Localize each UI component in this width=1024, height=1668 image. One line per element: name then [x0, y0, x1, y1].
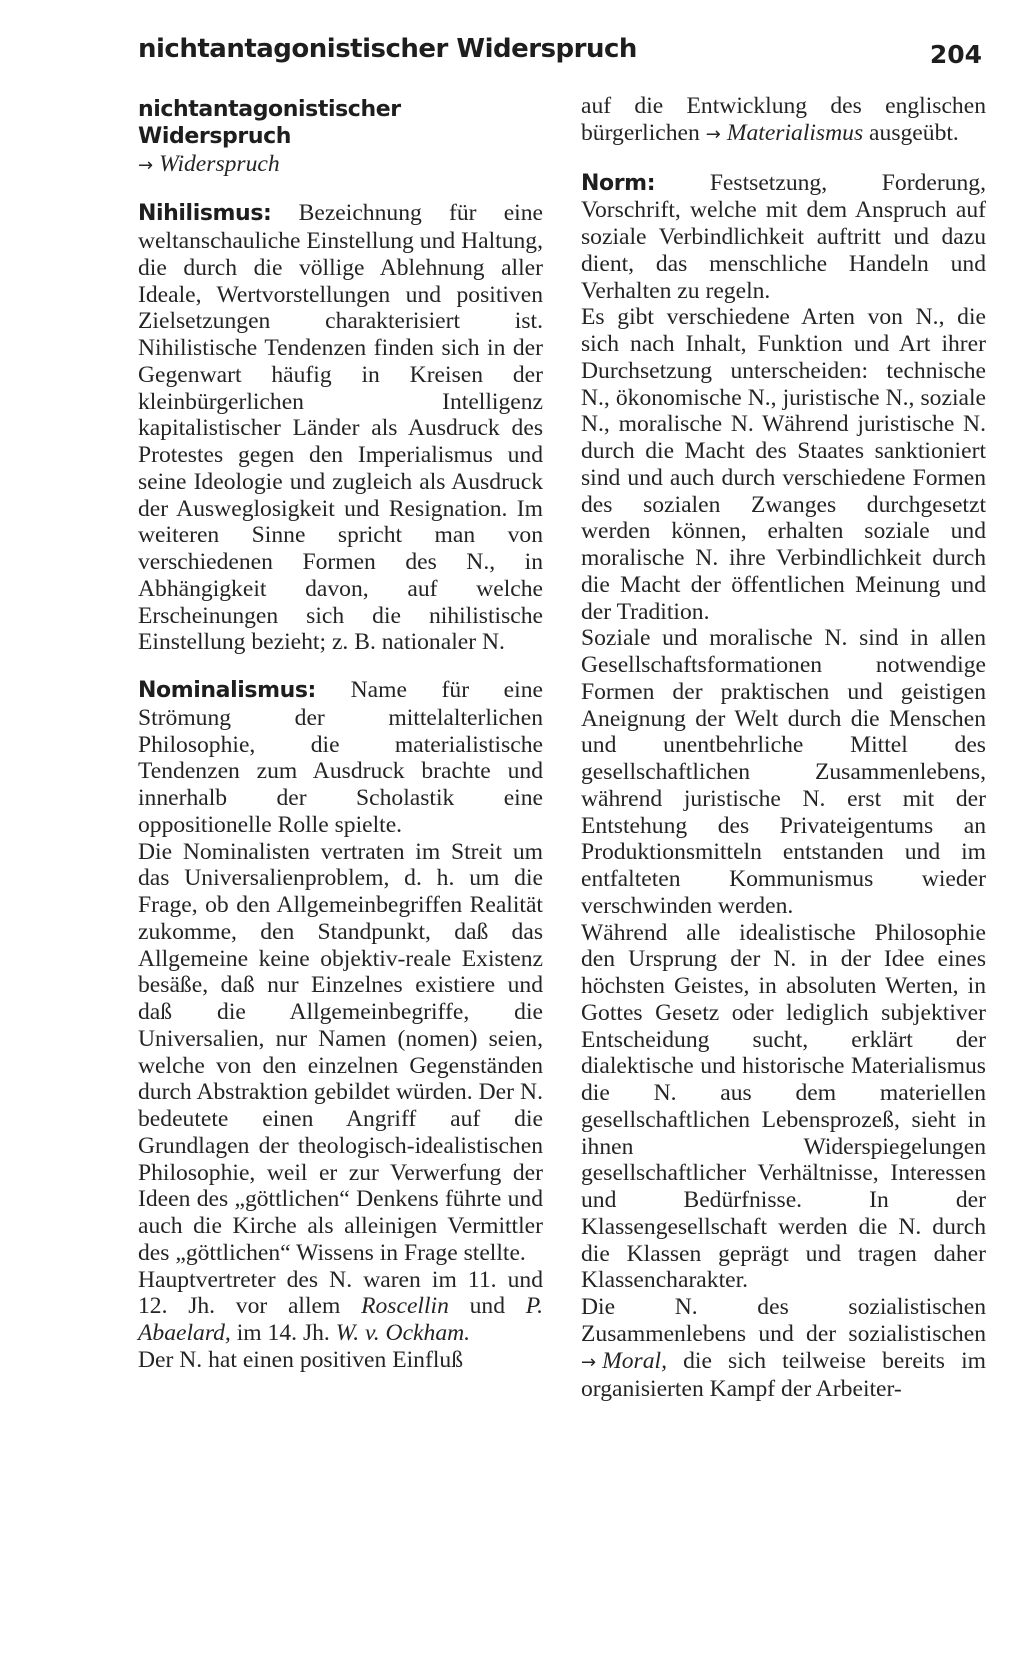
headword: Nominalismus: [138, 678, 316, 703]
reference-link[interactable]: Moral, [602, 1347, 667, 1374]
definition: Festsetzung, Forderung, Vorschrift, welche mit dem Anspruch auf soziale Verbindlichkeit auftritt und dazu dient, das menschliche Handeln und Verhalten zu regeln. [581, 169, 986, 304]
cross-reference [138, 151, 543, 180]
entry-nominalismus [138, 677, 543, 1374]
paragraph: Es gibt verschiedene Arten von N., die sich nach Inhalt, Funktion und Art ihrer Durchsetzung unterscheiden: technische N., ökonomische N., juristische N., soziale N., moralische N. Während juristische N. durch die Macht des Staates sanktioniert sind und auch durch verschiedene Formen des sozialen Zwanges durchgesetzt werden können, erhalten soziale und moralische N. ihre Verbindlichkeit durch die Macht der öffentlichen Meinung und der Tradition. [581, 304, 986, 625]
paragraph: Soziale und moralische N. sind in allen Gesellschaftsformationen notwendige Formen der praktischen und geistigen Aneignung der Welt durch die Menschen und unentbehrliche Mittel des gesellschaftlichen Zusammenlebens, während juristische N. erst mit der Entstehung des Privateigentums an Produktionsmitteln entstanden und im entfalteten Kommunismus wieder verschwinden werden. [581, 625, 986, 919]
definition: Name für eine Strömung der mittelalterlichen Philosophie, die materialistische Tendenzen zum Ausdruck brachte und innerhalb der Scholastik eine oppositionelle Rolle spielte. [138, 677, 543, 838]
headword: nichtantagonistischer Widerspruch [138, 97, 401, 149]
arrow-right-icon: → [705, 123, 721, 145]
page-number: 204 [929, 40, 982, 69]
arrow-right-icon: → [138, 154, 154, 176]
entry-continuation [581, 93, 986, 149]
arrow-right-icon: → [581, 1351, 597, 1373]
text-run: ausgeübt. [869, 119, 959, 146]
text-run: auf die Entwicklung des englischen bürgerlichen [581, 93, 986, 146]
paragraph: Während alle idealistische Philosophie den Ursprung der N. in der Idee eines höchsten Geistes, in absoluten Werten, in Gottes Gesetz oder lediglich subjektiver Entscheidung sucht, erklärt der dialektische und historische Materialismus die N. aus dem materiellen gesellschaftlichen Lebensprozeß, sieht in ihnen Widerspiegelungen gesellschaftlicher Verhältnisse, Interessen und Bedürfnisse. In der Klassengesellschaft werden die N. durch die Klassen geprägt und tragen daher Klassencharakter. [581, 919, 986, 1294]
paragraph [138, 1267, 543, 1347]
text-run: die sich teilweise bereits im organisierten Kampf der Arbeiter- [581, 1347, 986, 1403]
running-head: nichtantagonistischer Widerspruch [138, 34, 637, 64]
entry-text [581, 170, 986, 305]
entry-norm [581, 170, 986, 1404]
reference-link[interactable]: Materialismus [726, 119, 864, 146]
paragraph [581, 1294, 986, 1403]
reference-link[interactable]: Widerspruch [159, 150, 280, 177]
definition: Bezeichnung für eine weltanschauliche Einstellung und Haltung, die durch die völlige Ablehnung aller Ideale, Wertvorstellungen und positiven Zielsetzungen charakterisiert ist. Nihilistische Tendenzen finden sich in der Gegenwart häufig in Kreisen der kleinbürgerlichen Intelligenz kapitalistischer Länder als Ausdruck des Protestes gegen den Imperialismus und seine Ideologie und zugleich als Ausdruck der Ausweglosigkeit und Resignation. Im weiteren Sinne spricht man von verschiedenen Formen des N., in Abhängigkeit davon, auf welche Erscheinungen sich die nihilistische Einstellung bezieht; z. B. nationaler N. [138, 200, 543, 656]
text-run: Hauptvertreter des N. waren im 11. und 12. Jh. vor allem [138, 1266, 543, 1320]
entry-text [138, 677, 543, 839]
entry-text [138, 200, 543, 656]
person-name: Roscellin [361, 1293, 449, 1320]
left-column [138, 93, 543, 1395]
paragraph: Der N. hat einen positiven Einfluß [138, 1346, 463, 1373]
right-column [581, 93, 986, 1424]
text-run: und [469, 1293, 505, 1320]
person-name: W. v. Ockham. [335, 1320, 471, 1346]
entry-nichtantagonistischer-widerspruch [138, 97, 543, 179]
text-run: im 14. Jh. [236, 1320, 330, 1346]
text-run: Die N. des sozialistischen Zusammenlebens und der sozialistischen [581, 1294, 986, 1347]
headword: Nihilismus: [138, 201, 272, 227]
headword: Norm: [581, 170, 656, 196]
person-name: P. Abaelard, [138, 1293, 543, 1346]
paragraph [581, 93, 986, 149]
entry-nihilismus [138, 200, 543, 656]
paragraph: Die Nominalisten vertraten im Streit um das Universalienproblem, d. h. um die Frage, ob den Allgemeinbegriffen Realität zukomme, den Standpunkt, daß das Allgemeine keine objektiv-reale Existenz besäße, daß nur Einzelnes existiere und daß die Allgemeinbegriffe, die Universalien, nur Namen (nomen) seien, welche von den einzelnen Gegenständen durch Abstraktion gebildet würden. Der N. bedeutete einen Angriff auf die Grundlagen der theologisch-idealistischen Philosophie, weil er zur Verwerfung der Ideen des „göttlichen“ Denkens führte und auch die Kirche als alleinigen Vermittler des „göttlichen“ Wissens in Frage stellte. [138, 838, 543, 1266]
